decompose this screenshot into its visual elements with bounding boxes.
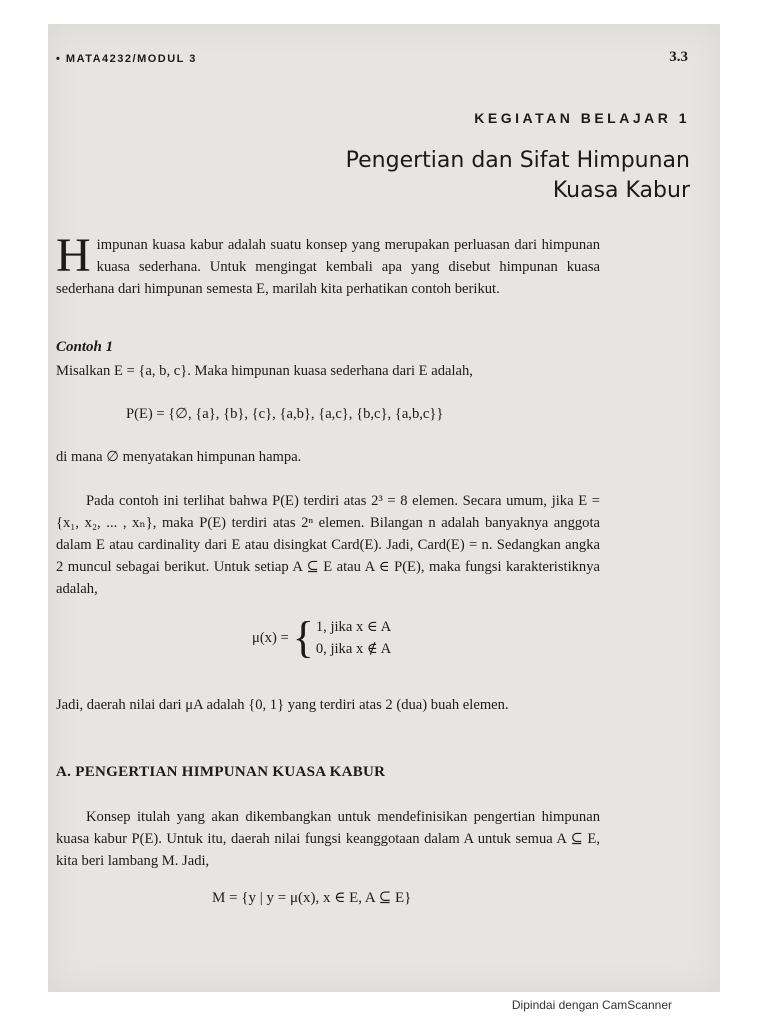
empty-set-note: di mana ∅ menyatakan himpunan hampa. xyxy=(56,449,302,465)
case-one: 1, jika x ∈ A xyxy=(315,619,392,635)
case-zero: 0, jika x ∉ A xyxy=(315,641,392,657)
range-paragraph: Jadi, daerah nilai dari μA adalah {0, 1} yang terdiri atas 2 (dua) buah elemen. xyxy=(56,697,509,713)
concept-paragraph: Konsep itulah yang akan dikembangkan untuk mendefinisikan pengertian himpunan kuasa kabur P(E). Untuk itu, daerah nilai fungsi keanggotaan dalam A untuk semua A ⊆ E, kita beri lambang M. Jadi, xyxy=(56,809,600,869)
example-title: Contoh 1 xyxy=(56,339,114,355)
characteristic-function xyxy=(252,613,392,662)
set-m-formula: M = {y | y = μ(x), x ∈ E, A ⊆ E} xyxy=(212,890,412,906)
example-text: Misalkan E = {a, b, c}. Maka himpunan kuasa sederhana dari E adalah, xyxy=(56,363,473,379)
section-title-line-2: Kuasa Kabur xyxy=(552,178,690,203)
function-cases xyxy=(316,616,391,660)
left-brace-icon: { xyxy=(292,613,314,662)
drop-cap: H xyxy=(56,229,91,282)
intro-text: impunan kuasa kabur adalah suatu konsep yang merupakan perluasan dari himpunan kuasa sederhana. Untuk mengingat kembali apa yang disebut himpunan kuasa sederhana dari himpunan semesta E, marilah kita perhatikan contoh berikut. xyxy=(56,237,600,297)
page-number: 3.3 xyxy=(669,49,688,65)
power-set-formula: P(E) = {∅, {a}, {b}, {c}, {a,b}, {a,c}, {b,c}, {a,b,c}} xyxy=(126,406,444,422)
running-header-course: • MATA4232/MODUL 3 xyxy=(56,53,197,65)
cardinality-paragraph: Pada contoh ini terlihat bahwa P(E) terdiri atas 2³ = 8 elemen. Secara umum, jika E = {x₁, x₂, ... , xₙ}, maka P(E) terdiri atas 2ⁿ elemen. Bilangan n adalah banyaknya anggota dalam E atau cardinality dari E atau disingkat Card(E). Jadi, Card(E) = n. Sedangkan angka 2 muncul sebagai berikut. Untuk setiap A ⊆ E atau A ∈ P(E), maka fungsi karakteristiknya adalah, xyxy=(56,493,600,597)
intro-paragraph xyxy=(56,229,600,300)
kegiatan-belajar-label: KEGIATAN BELAJAR 1 xyxy=(474,110,690,126)
scanner-watermark: Dipindai dengan CamScanner xyxy=(511,998,672,1012)
subsection-heading: A. PENGERTIAN HIMPUNAN KUASA KABUR xyxy=(56,764,386,780)
section-title-line-1: Pengertian dan Sifat Himpunan xyxy=(345,148,690,173)
section-title xyxy=(270,146,690,206)
mu-lhs: μ(x) = xyxy=(252,629,289,646)
